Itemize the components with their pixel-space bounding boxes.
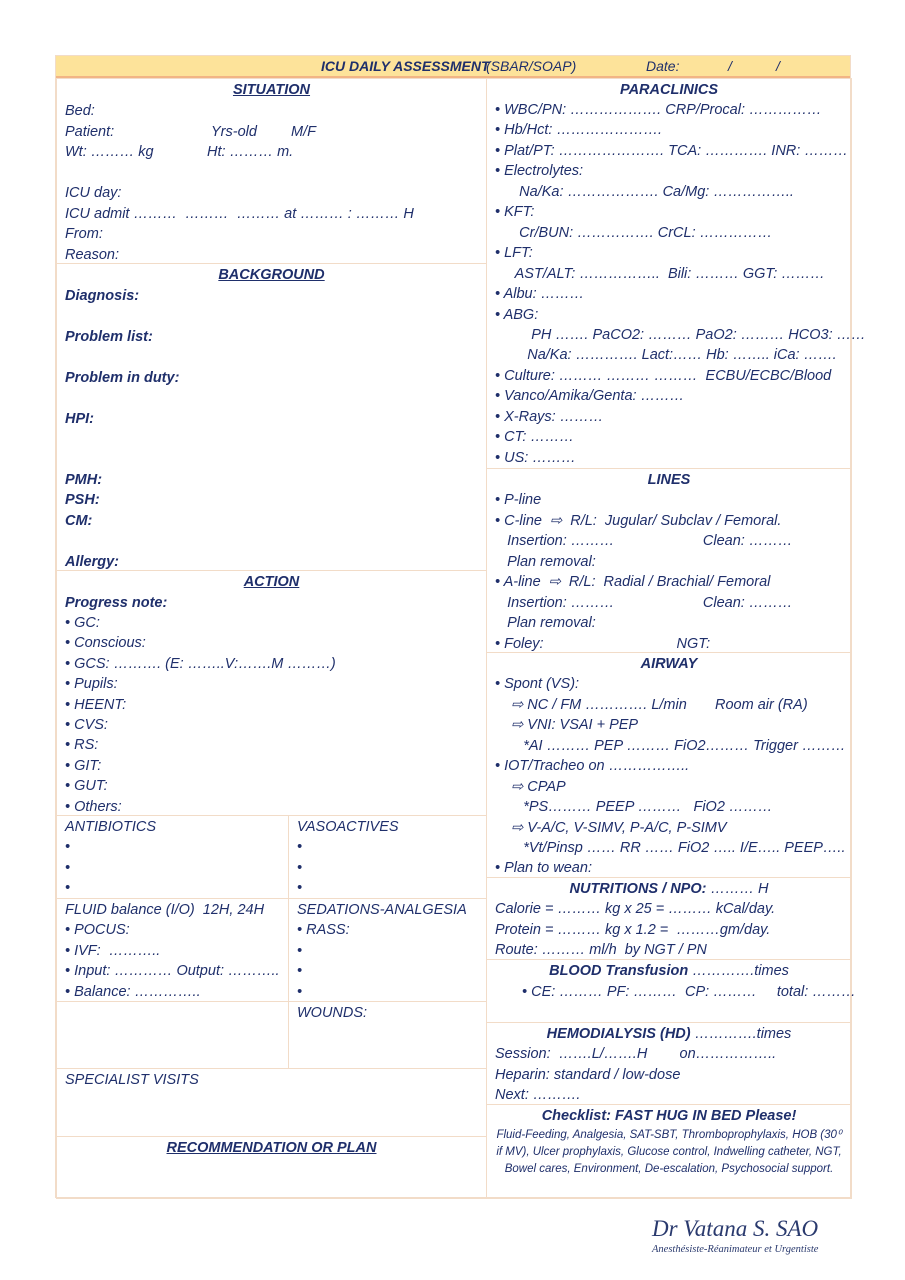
list-item: Plan removal:: [495, 615, 596, 631]
form-title: ICU DAILY ASSESSMENT: [321, 58, 490, 74]
list-item: ⇨ CPAP: [495, 778, 566, 795]
specialist-title: SPECIALIST VISITS: [65, 1072, 199, 1088]
list-item: From:: [65, 226, 103, 242]
list-item: Insertion: ……… Clean: ………: [495, 594, 793, 611]
background-title: BACKGROUND: [218, 267, 325, 283]
list-item: • Plat/PT: …………………. TCA: …………. INR: ………: [495, 142, 848, 159]
list-item: Calorie = ……… kg x 25 = ……… kCal/day.: [495, 901, 776, 917]
signature-name: Dr Vatana S. SAO: [652, 1216, 819, 1241]
list-item: ⇨ V-A/C, V-SIMV, P-A/C, P-SIMV: [495, 819, 727, 836]
situation-title: SITUATION: [232, 82, 311, 98]
blank-cell: [56, 1001, 289, 1069]
list-item: •: [297, 983, 303, 1000]
blood-title-text: BLOOD Transfusion: [549, 963, 689, 979]
list-item: AST/ALT: …………….. Bili: ……… GGT: ………: [495, 265, 825, 282]
paraclinics-section: [486, 78, 866, 469]
date-separator: /: [728, 58, 732, 74]
list-item: • Culture: ……… ……… ……… ECBU/ECBC/Blood: [495, 367, 832, 384]
airway-title: AIRWAY: [640, 656, 698, 672]
fluid-section: [56, 898, 289, 1002]
list-item: ⇨ VNI: VSAI + PEP: [495, 717, 639, 733]
signature-role: Anesthésiste-Réanimateur et Urgentiste: [652, 1244, 819, 1255]
list-item: Plan removal:: [495, 553, 596, 570]
list-item: •: [65, 880, 71, 896]
background-field: Diagnosis:: [65, 288, 140, 304]
list-item: ICU day:: [65, 185, 122, 201]
list-item: • Pupils:: [65, 676, 118, 693]
sedation-section: [288, 898, 487, 1002]
list-item: PH ……. PaCO2: ……… PaO2: ……… HCO3: ……: [495, 326, 866, 343]
list-item: • LFT:: [495, 245, 533, 262]
list-item: • Balance: …………..: [65, 983, 201, 1000]
list-item: • Others:: [65, 798, 122, 815]
list-item: • Foley: NGT:: [495, 635, 711, 652]
checklist-text: Fluid-Feeding, Analgesia, SAT-SBT, Thromboprophylaxis, HOB (30⁰ if MV), Ulcer prophylaxis, Glucose control, Indwelling catheter, NGT, Bowel cares, Environment, De-escalation, Psychosocial support.: [496, 1129, 842, 1175]
hd-section: [486, 1022, 852, 1105]
list-item: Protein = ……… kg x 1.2 = ………gm/day.: [495, 921, 771, 938]
list-item: *AI ……… PEP ……… FiO2……… Trigger ………: [495, 737, 846, 754]
hd-title-text: HEMODIALYSIS (HD): [546, 1026, 691, 1042]
recommendation-title: RECOMMENDATION OR PLAN: [166, 1140, 377, 1156]
list-item: • RASS:: [297, 922, 350, 938]
list-item: • Conscious:: [65, 635, 146, 652]
list-item: • ABG:: [495, 306, 539, 323]
list-item: • IVF: ………..: [65, 942, 161, 959]
action-section: [56, 570, 487, 816]
sex-label: M/F: [291, 124, 316, 140]
list-item: • A-line ⇨ R/L: Radial / Brachial/ Femoral: [495, 574, 771, 590]
list-item: • P-line: [495, 492, 542, 508]
plan-to-wean: • Plan to wean:: [495, 860, 592, 876]
list-item: • Spont (VS):: [495, 676, 580, 692]
age-label: Yrs-old: [211, 124, 257, 140]
list-item: • IOT/Tracheo on ……………..: [495, 758, 690, 774]
background-section: [56, 263, 487, 571]
list-item: Insertion: ……… Clean: ………: [495, 533, 793, 549]
list-item: Wt: ……… kg: [65, 144, 154, 160]
list-item: Next: ……….: [495, 1087, 581, 1103]
antibiotics-title: ANTIBIOTICS: [65, 819, 157, 835]
lines-section: [486, 468, 852, 653]
progress-note-label: Progress note:: [65, 595, 168, 611]
list-item: Patient:: [65, 123, 115, 140]
vasoactives-title: VASOACTIVES: [297, 819, 399, 835]
background-field: Problem list:: [65, 329, 153, 345]
list-item: Na/Ka: …………. Lact:…… Hb: …….. iCa: …….: [495, 347, 837, 364]
list-item: Bed:: [65, 103, 95, 119]
blood-section: [486, 959, 856, 1023]
antibiotics-section: [56, 815, 289, 899]
list-item: ICU admit ……… ……… ……… at ……… : ……… H: [65, 205, 414, 222]
list-item: Session: …….L/…….H on……………..: [495, 1046, 777, 1062]
list-item: • POCUS:: [65, 922, 130, 938]
list-item: Na/Ka: ………………. Ca/Mg: ……………..: [495, 183, 794, 200]
list-item: • GIT:: [65, 757, 102, 774]
list-item: Cr/BUN: ……………. CrCL: ……………: [495, 224, 773, 241]
background-field: PMH:: [65, 472, 103, 488]
assessment-form: [55, 55, 866, 1198]
list-item: • Vanco/Amika/Genta: ………: [495, 388, 685, 405]
list-item: Route: ……… ml/h by NGT / PN: [495, 942, 707, 958]
background-field: Problem in duty:: [65, 370, 180, 386]
list-item: • GCS: ………. (E: ……..V:…….M ………): [65, 655, 336, 672]
paraclinics-title: PARACLINICS: [619, 82, 718, 98]
list-item: • X-Rays: ………: [495, 408, 604, 425]
checklist-section: [486, 1104, 852, 1199]
form-header: [56, 56, 850, 78]
list-item: ⇨ NC / FM …………. L/min Room air (RA): [495, 696, 808, 713]
list-item: •: [65, 839, 71, 855]
airway-section: [486, 652, 852, 878]
list-item: •: [65, 859, 71, 876]
background-field: HPI:: [65, 411, 94, 427]
list-item: •: [297, 942, 303, 959]
nutrition-section: [486, 877, 852, 960]
list-item: • Hb/Hct: ………………….: [495, 122, 663, 139]
list-item: •: [297, 880, 303, 896]
list-item: • KFT:: [495, 204, 535, 221]
list-item: • Electrolytes:: [495, 163, 584, 180]
vasoactives-section: [288, 815, 487, 899]
list-item: • Albu: ………: [495, 286, 585, 303]
date-label: Date:: [646, 58, 680, 74]
blood-title-suffix: ………….times: [688, 963, 789, 979]
checklist-title: Checklist: FAST HUG IN BED Please!: [541, 1108, 797, 1124]
wounds-section: [288, 1001, 487, 1069]
list-item: •: [297, 963, 303, 979]
specialist-section: [56, 1068, 487, 1137]
situation-section: [56, 78, 487, 264]
recommendation-section: [56, 1136, 487, 1199]
nutrition-title: [487, 879, 851, 899]
list-item: • CT: ………: [495, 429, 574, 446]
list-item: • US: ………: [495, 449, 576, 466]
list-item: • WBC/PN: ………………. CRP/Procal: ……………: [495, 102, 822, 118]
list-item: Heparin: standard / low-dose: [495, 1066, 681, 1083]
sedation-title: SEDATIONS-ANALGESIA: [297, 902, 467, 918]
list-item: *PS……… PEEP ……… FiO2 ………: [495, 799, 773, 815]
nutrition-title-suffix: ……… H: [706, 881, 769, 897]
list-item: • C-line ⇨ R/L: Jugular/ Subclav / Femoral.: [495, 512, 782, 529]
hd-title-suffix: ………….times: [690, 1026, 792, 1042]
list-item: • RS:: [65, 737, 99, 754]
fluid-title: FLUID balance (I/O) 12H, 24H: [65, 902, 265, 918]
height-label: Ht: ……… m.: [207, 144, 294, 160]
list-item: • Input: ………… Output: ………..: [65, 963, 280, 979]
nutrition-title-text: NUTRITIONS / NPO:: [569, 881, 707, 897]
wounds-title: WOUNDS:: [297, 1005, 368, 1021]
blood-products: • CE: ……… PF: ……… CP: ……… total: ………: [522, 984, 856, 1000]
list-item: •: [297, 839, 303, 855]
lines-title: LINES: [647, 472, 691, 488]
blood-title: [487, 961, 851, 981]
background-field: Allergy:: [65, 554, 119, 570]
date-separator: /: [776, 58, 780, 74]
background-field: PSH:: [65, 492, 100, 508]
list-item: *Vt/Pinsp …… RR …… FiO2 ….. I/E….. PEEP…..: [495, 840, 846, 856]
background-field: CM:: [65, 513, 93, 529]
list-item: Reason:: [65, 246, 120, 263]
list-item: • CVS:: [65, 717, 108, 733]
form-subtitle: (SBAR/SOAP): [486, 58, 577, 74]
list-item: • GUT:: [65, 778, 108, 795]
hd-title: [487, 1024, 851, 1044]
action-title: ACTION: [243, 574, 300, 590]
list-item: • HEENT:: [65, 696, 127, 713]
list-item: • GC:: [65, 615, 100, 631]
list-item: •: [297, 859, 303, 876]
